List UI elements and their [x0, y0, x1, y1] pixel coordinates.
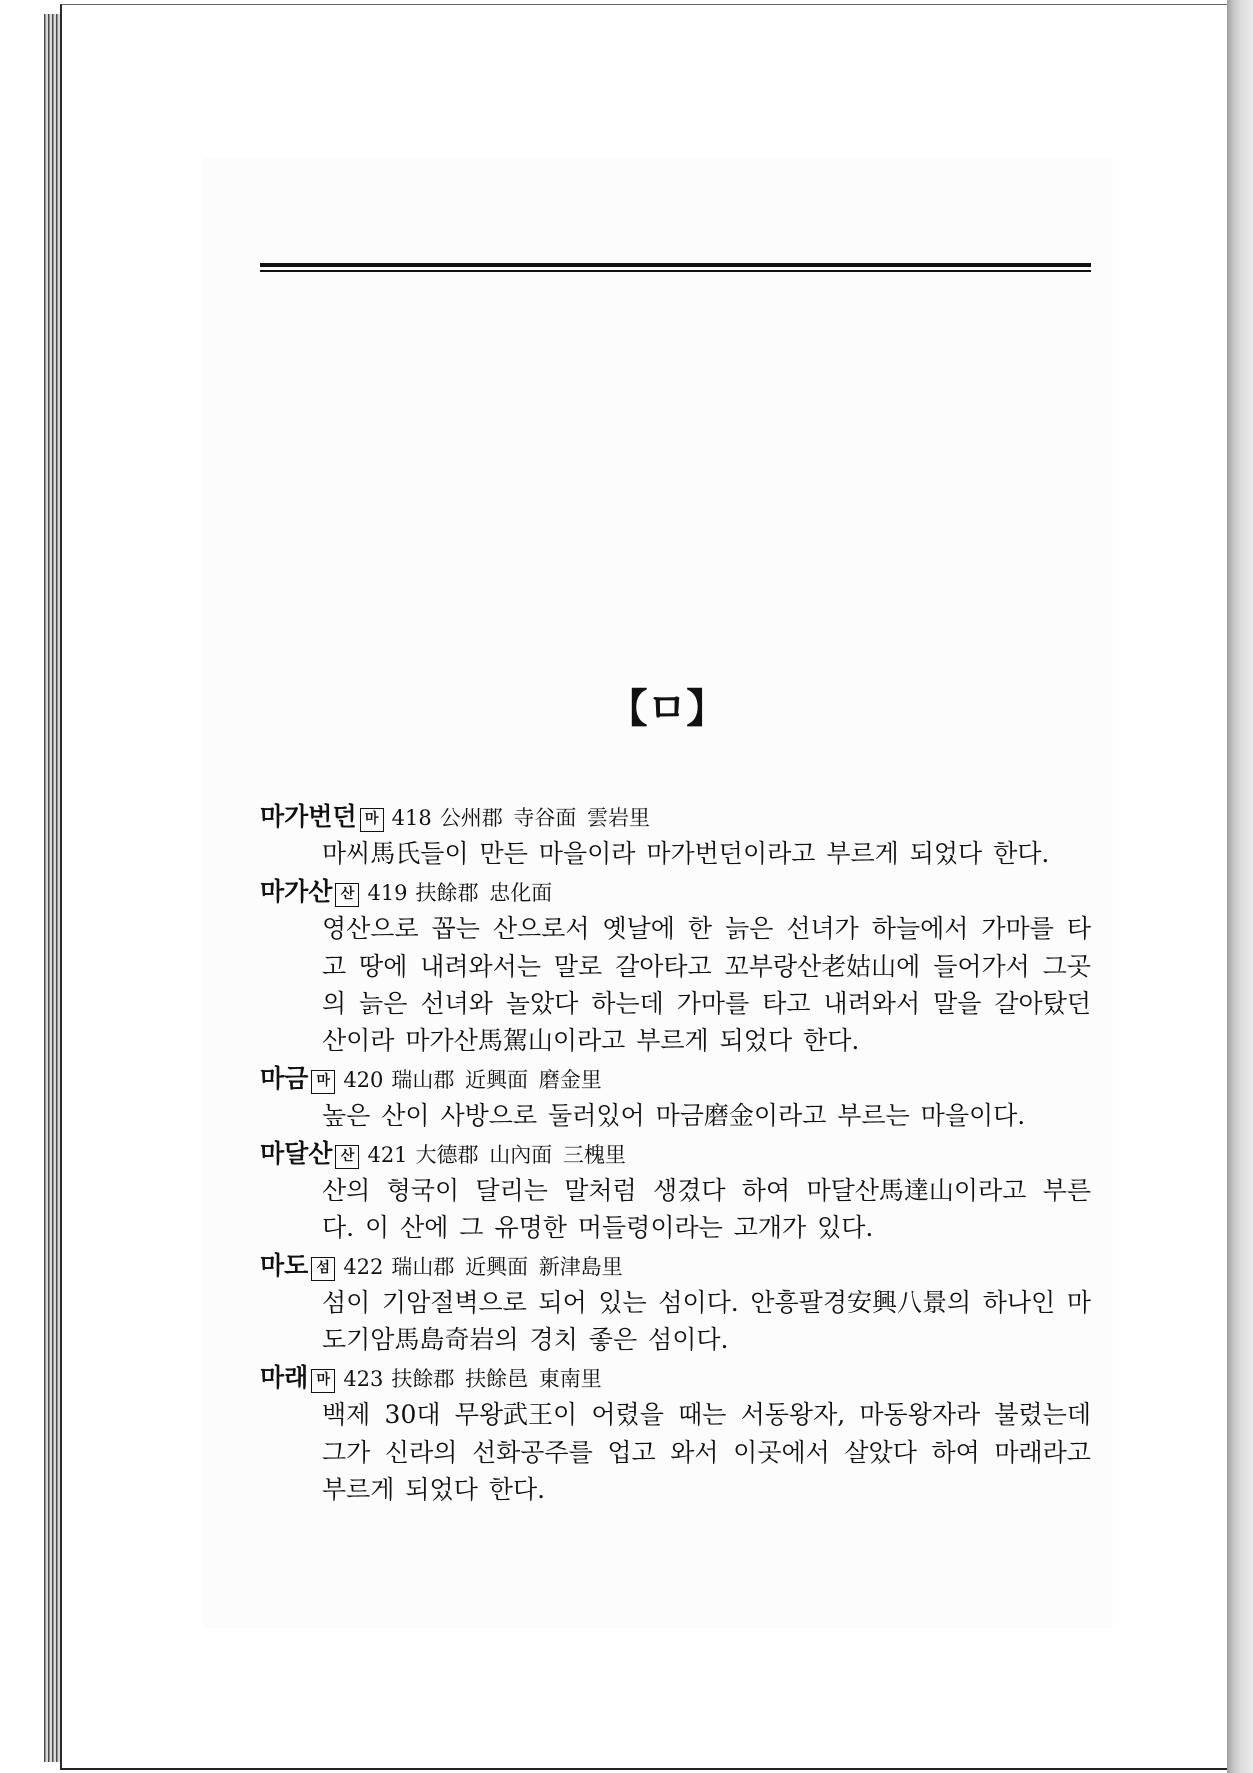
category-mark: 섬: [311, 1257, 335, 1281]
entry-text-line: 영산으로 꼽는 산으로서 옛날에 한 늙은 선녀가 하늘에서 가마를 타: [322, 914, 1091, 944]
entry: [260, 1060, 1091, 1135]
section-heading: 【ㅁ】: [607, 685, 727, 732]
entry-header: [260, 873, 1091, 910]
category-mark: 산: [335, 883, 359, 907]
category-mark: 마: [311, 1070, 335, 1094]
entry-location: 瑞山郡 近興面 新津島里: [391, 1254, 623, 1279]
page-edge-shadow: [1227, 0, 1253, 1773]
entry-location: 公州郡 寺谷面 雲岩里: [439, 806, 651, 830]
entry-number: 422: [343, 1254, 384, 1279]
category-mark: 마: [311, 1369, 335, 1393]
entry-header: [260, 1359, 1091, 1396]
header-rule-thick: [260, 263, 1091, 267]
entry-location: 瑞山郡 近興面 磨金里: [391, 1067, 602, 1092]
category-mark: 마: [360, 808, 384, 832]
entry-text-line: 산이라 마가산馬駕山이라고 부르게 되었다 한다.: [322, 1026, 860, 1056]
entry-headword: 마가번던: [260, 802, 357, 831]
entry-headword: 마금: [260, 1063, 309, 1093]
entry-text-line: 마씨馬氏들이 만든 마을이라 마가번던이라고 부르게 되었다 한다.: [322, 839, 1050, 869]
entry-number: 420: [343, 1067, 384, 1092]
entry-location: 扶餘郡 扶餘邑 東南里: [391, 1366, 602, 1391]
entry-headword: 마래: [260, 1362, 309, 1392]
entry-header: [260, 1060, 1091, 1097]
entry-headword: 마가산: [260, 876, 333, 906]
entry-list: [260, 798, 1091, 1508]
entry-text-line: 의 늙은 선녀와 놀았다 하는데 가마를 타고 내려와서 말을 갈아탔던: [322, 988, 1091, 1018]
entry-header: [260, 1247, 1091, 1284]
entry-text-line: 섬이 기암절벽으로 되어 있는 섬이다. 안흥팔경安興八景의 하나인 마: [322, 1288, 1091, 1318]
entry-text-line: 백제 30대 무왕武王이 어렸을 때는 서동왕자, 마동왕자라 불렸는데: [322, 1400, 1091, 1430]
entry: [260, 1359, 1091, 1509]
entry-text-line: 다. 이 산에 그 유명한 머들령이라는 고개가 있다.: [322, 1213, 874, 1243]
entry-number: 421: [367, 1142, 408, 1167]
entry: [260, 1135, 1091, 1247]
entry-headword: 마달산: [260, 1138, 333, 1168]
header-rule-thin: [260, 270, 1091, 272]
entry: [260, 873, 1091, 1060]
entry-text-line: 그가 신라의 선화공주를 업고 와서 이곳에서 살았다 하여 마래라고: [322, 1437, 1091, 1467]
entry-location: 大德郡 山內面 三槐里: [415, 1142, 626, 1167]
entry-headword: 마도: [260, 1250, 309, 1280]
entry-text-line: 산의 형국이 달리는 말처럼 생겼다 하여 마달산馬達山이라고 부른: [322, 1175, 1091, 1205]
entry: [260, 798, 1091, 873]
entry-number: 419: [367, 880, 408, 905]
entry-header: [260, 1135, 1091, 1172]
entry-location: 扶餘郡 忠化面: [415, 880, 553, 905]
entry-text-line: 고 땅에 내려와서는 말로 갈아타고 꼬부랑산老姑山에 들어가서 그곳: [322, 951, 1091, 981]
entry-number: 423: [343, 1366, 384, 1391]
category-mark: 산: [335, 1145, 359, 1169]
entry-text-line: 높은 산이 사방으로 둘러있어 마금磨金이라고 부르는 마을이다.: [322, 1101, 1026, 1131]
entry-text-line: 부르게 되었다 한다.: [322, 1475, 546, 1505]
entry-text-line: 도기암馬島奇岩의 경치 좋은 섬이다.: [322, 1325, 729, 1355]
entry: [260, 1247, 1091, 1359]
entry-header: [260, 798, 1091, 835]
entry-number: 418: [391, 806, 432, 830]
